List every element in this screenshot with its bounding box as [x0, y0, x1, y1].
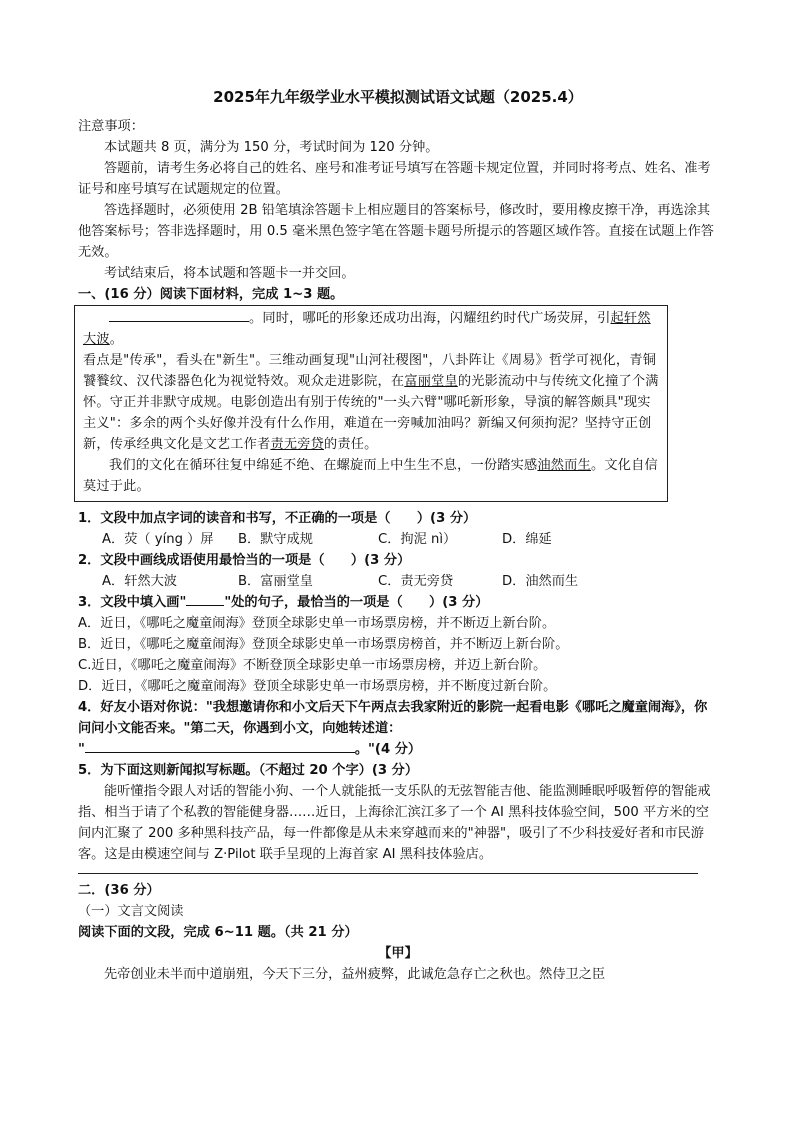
underlined-idiom: 责无旁贷	[270, 437, 324, 452]
material-paragraph-3: 我们的文化在循环往复中绵延不绝、在螺旋而上中生生不息，一份踏实感油然而生。文化自信莫过于此。	[83, 458, 658, 494]
news-text: 能听懂指令跟人对话的智能小狗、一个人就能抵一支乐队的无弦智能吉他、能监测睡眠呼吸暂停的智能戒指、相当于请了个私教的智能健身器……近日，上海徐汇滨江多了一个 AI 黑科技体验空间，500 平方米的空间内汇聚了 200 多种黑科技产品，每一件都像是从未来穿越而来的"神器"，吸引了不少科技爱好者和市民游客。这是由模速空间与 Z·Pilot 联手呈现的上海首家 AI 黑科技体验店。	[78, 784, 711, 862]
option-b[interactable]: B．富丽堂皇	[238, 574, 313, 589]
fill-blank-line	[109, 307, 249, 322]
answer-line-divider[interactable]	[78, 873, 698, 874]
exam-page	[78, 86, 718, 985]
section1-heading: 一、(16 分）阅读下面材料，完成 1~3 题。	[78, 287, 344, 302]
section2-subheading: （一）文言文阅读	[78, 904, 184, 919]
option-a[interactable]: A．荧（ yíng ）屏	[102, 532, 214, 547]
option-b[interactable]: B．默守成规	[238, 532, 313, 547]
notice-item: 本试题共 8 页，满分为 150 分，考试时间为 120 分钟。	[104, 140, 439, 155]
option-c[interactable]: C．拘泥 nì）	[378, 532, 457, 547]
answer-blank-line[interactable]	[85, 739, 355, 753]
underlined-idiom: 起轩然大波	[83, 311, 651, 347]
question-4-answer-line: " 。"(4 分）	[78, 739, 718, 760]
underlined-idiom: 油然而生	[537, 458, 591, 473]
question-3-stem: 3．文段中填入画" "处的句子，最恰当的一项是（ ）(3 分）	[78, 592, 718, 613]
fill-blank-line	[186, 592, 224, 606]
option-a[interactable]: A．近日，《哪吒之魔童闹海》登顶全球影史单一市场票房榜，并不断迈上新台阶。	[78, 616, 556, 631]
question-1-options	[78, 529, 718, 550]
option-d[interactable]: D．近日，《哪吒之魔童闹海》登顶全球影史单一市场票房榜，并不断度过新台阶。	[78, 679, 557, 694]
material-paragraph-1: 。同时，哪吒的形象还成功出海，闪耀纽约时代广场荧屏，引起轩然大波。	[83, 307, 659, 350]
question-4-stem: 4．好友小语对你说："我想邀请你和小文后天下午两点去我家附近的影院一起看电影《哪吒之魔童闹海》，你问问小文能否来。"第二天，你遇到小文，向她转述道：	[78, 700, 708, 736]
option-c[interactable]: C.近日，《哪吒之魔童闹海》不断登顶全球影史单一市场票房榜，并迈上新台阶。	[78, 658, 547, 673]
notice-item: 考试结束后，将本试题和答题卡一并交回。	[104, 266, 355, 281]
page-title: 2025年九年级学业水平模拟测试语文试题（2025.4）	[213, 88, 583, 106]
option-c[interactable]: C．责无旁贷	[378, 574, 454, 589]
notice-item: 答选择题时，必须使用 2B 铅笔填涂答题卡上相应题目的答案标号，修改时，要用橡皮擦干净，再选涂其他答案标号；答非选择题时，用 0.5 毫米黑色签字笔在答题卡题号所提示的答题区域作答。直接在试题上作答无效。	[78, 203, 714, 260]
question-1-stem: 1．文段中加点字词的读音和书写，不正确的一项是（ ）(3 分）	[78, 511, 477, 526]
option-d[interactable]: D．油然而生	[502, 574, 579, 589]
notice-heading: 注意事项：	[78, 119, 144, 134]
notice-item: 答题前，请考生务必将自己的姓名、座号和准考证号填写在答题卡规定位置，并同时将考点、姓名、准考证号和座号填写在试题规定的位置。	[78, 161, 711, 197]
material-paragraph-2: 看点是"传承"，看头在"新生"。三维动画复现"山河社稷图"，八卦阵让《周易》哲学可视化，青铜饕餮纹、汉代漆器色化为视觉特效。观众走进影院，在富丽堂皇的光影流动中与传统文化撞了个满怀。守正并非默守成规。电影创造出有别于传统的"一头六臂"哪吒新形象，导演的解答颇具"现实主义"：多余的两个头好像并没有什么作用，难道在一旁喊加油吗？新编又何须拘泥？坚持守正创新，传承经典文化是文艺工作者责无旁贷的责任。	[83, 353, 659, 452]
underlined-idiom: 富丽堂皇	[404, 374, 458, 389]
option-b[interactable]: B．近日，《哪吒之魔童闹海》登顶全球影史单一市场票房榜首，并不断迈上新台阶。	[78, 637, 569, 652]
question-2-stem: 2．文段中画线成语使用最恰当的一项是（ ）(3 分）	[78, 553, 411, 568]
reading-material-box	[74, 305, 668, 502]
classical-passage: 先帝创业未半而中道崩殂，今天下三分，益州疲弊，此诚危急存亡之秋也。然侍卫之臣	[104, 967, 606, 982]
section2-intro: 阅读下面的文段，完成 6~11 题。（共 21 分）	[78, 925, 358, 940]
section2-heading: 二．(36 分）	[78, 883, 160, 898]
question-2-options	[78, 571, 718, 592]
option-d[interactable]: D．绵延	[502, 532, 552, 547]
passage-label: 【甲】	[378, 946, 418, 961]
option-a[interactable]: A．轩然大波	[102, 574, 177, 589]
question-5-stem: 5．为下面这则新闻拟写标题。（不超过 20 个字）(3 分）	[78, 763, 419, 778]
